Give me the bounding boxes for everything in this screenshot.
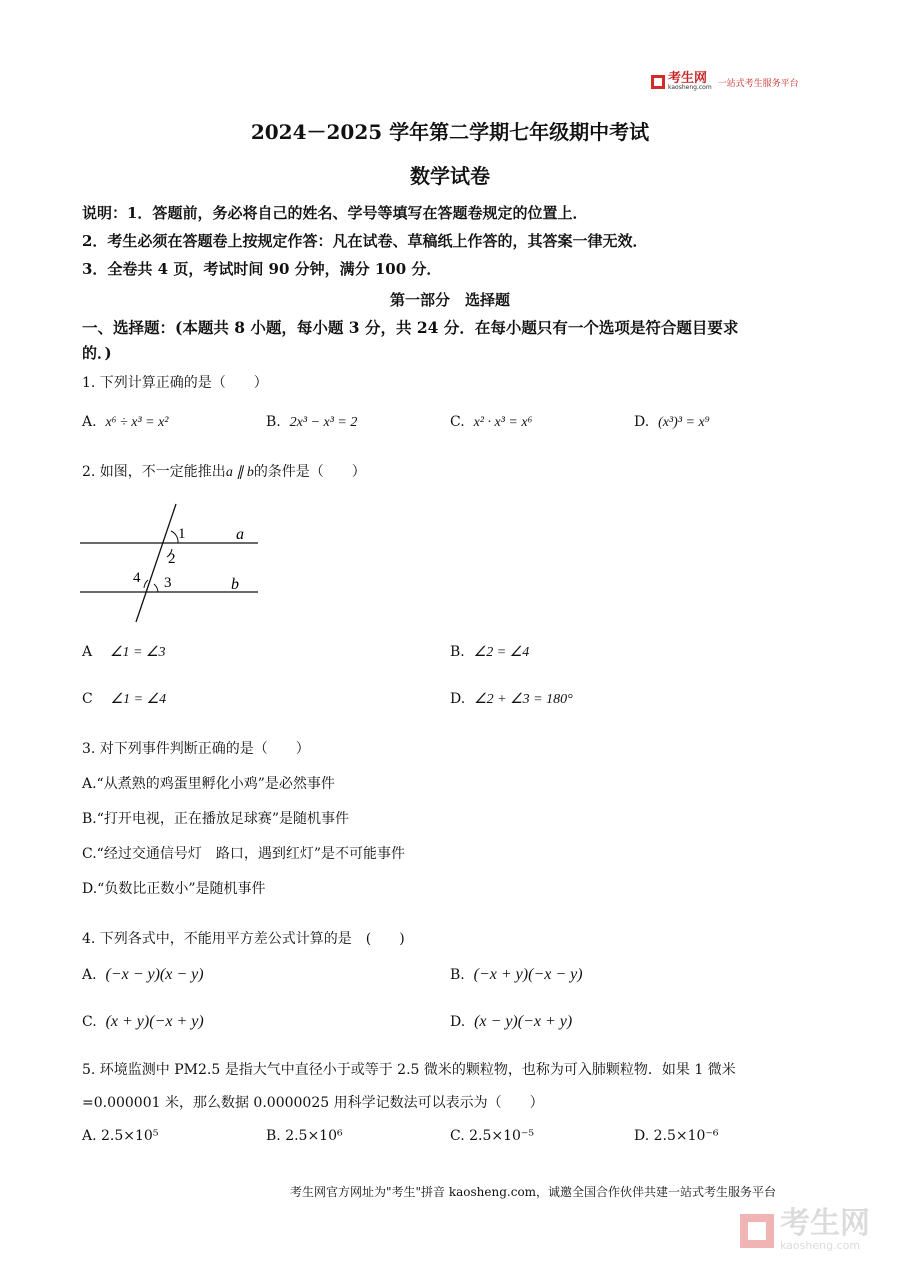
q5-option-b: B. 2.5×10⁶: [266, 1128, 343, 1144]
q1-option-b: B. 2x³ − x³ = 2: [266, 414, 358, 430]
q5-stem-line2: =0.000001 米，那么数据 0.0000025 用科学记数法可以表示为（ ）: [82, 1095, 544, 1111]
part-heading: 一、选择题：(本题共 8 小题，每小题 3 分，共 24 分．在每小题只有一个选项是符合题目要求: [82, 318, 739, 337]
q1-stem: 1. 下列计算正确的是（ ）: [82, 375, 268, 391]
q4-option-d: D. (x − y)(−x + y): [450, 1013, 573, 1030]
exam-subtitle: 数学试卷: [410, 164, 490, 188]
q4-option-b: B. (−x + y)(−x − y): [450, 966, 583, 983]
q5-option-c: C. 2.5×10⁻⁵: [450, 1128, 534, 1144]
q2-option-b: B. ∠2 = ∠4: [450, 644, 530, 660]
brand-name: 考生网: [668, 71, 708, 86]
q3-stem: 3. 对下列事件判断正确的是（ ）: [82, 741, 310, 757]
q4-stem: 4. 下列各式中，不能用平方差公式计算的是 ( ): [82, 931, 405, 947]
q5-stem-line1: 5. 环境监测中 PM2.5 是指大气中直径小于或等于 2.5 微米的颗粒物，也称为可入肺颗粒物．如果 1 微米: [82, 1062, 736, 1078]
brand-url: kaosheng.com: [668, 84, 712, 91]
q4-option-c: C. (x + y)(−x + y): [82, 1013, 204, 1030]
q2-stem: 2. 如图，不一定能推出a ∥ b的条件是（ ）: [82, 464, 366, 480]
brand-logo-icon: [651, 75, 665, 89]
line-a-label: a: [236, 526, 244, 543]
q3-option-d: D.“负数比正数小”是随机事件: [82, 881, 266, 897]
angle-2-label: 2: [168, 551, 176, 567]
watermark: [740, 1206, 870, 1252]
watermark-text: 考生网: [780, 1206, 870, 1241]
brand-logo: [651, 73, 799, 91]
q2-option-c: C ∠1 = ∠4: [82, 691, 167, 707]
q5-option-d: D. 2.5×10⁻⁶: [634, 1128, 719, 1144]
q3-option-b: B.“打开电视，正在播放足球赛”是随机事件: [82, 811, 350, 827]
q1-option-c: C. x² · x³ = x⁶: [450, 414, 533, 430]
q5-option-a: A. 2.5×10⁵: [82, 1128, 159, 1144]
watermark-url: kaosheng.com: [780, 1239, 861, 1252]
q3-option-c: C.“经过交通信号灯 路口，遇到红灯”是不可能事件: [82, 846, 405, 862]
section-title: 第一部分 选择题: [389, 291, 510, 309]
q2-option-d: D. ∠2 + ∠3 = 180°: [450, 691, 573, 707]
parallel-lines-figure: [78, 500, 268, 630]
angle-3-label: 3: [164, 575, 172, 591]
brand-slogan: 一站式考生服务平台: [717, 78, 799, 89]
note-3: 3．全卷共 4 页，考试时间 90 分钟，满分 100 分．: [82, 260, 442, 278]
q4-option-a: A. (−x − y)(x − y): [82, 966, 204, 983]
q2-option-a: A ∠1 = ∠3: [82, 644, 166, 660]
exam-title: 2024－2025 学年第二学期七年级期中考试: [250, 120, 650, 144]
note-1: 说明：1．答题前，务必将自己的姓名、学号等填写在答题卷规定的位置上．: [82, 204, 588, 222]
q1-option-d: D. (x³)³ = x⁹: [634, 414, 710, 430]
q1-option-a: A. x⁶ ÷ x³ = x²: [82, 414, 169, 430]
note-2: 2．考生必须在答题卷上按规定作答：凡在试卷、草稿纸上作答的，其答案一律无效．: [82, 232, 648, 250]
page-footer: 考生网官方网址为"考生"拼音 kaosheng.com，诚邀全国合作伙伴共建一站式考生服务平台: [290, 1185, 777, 1199]
watermark-logo-icon: [740, 1214, 774, 1248]
angle-1-label: 1: [178, 526, 186, 542]
part-heading-cont: 的．): [82, 344, 112, 362]
line-b-label: b: [231, 576, 239, 593]
q3-option-a: A.“从煮熟的鸡蛋里孵化小鸡”是必然事件: [82, 776, 335, 792]
angle-4-label: 4: [133, 570, 141, 586]
